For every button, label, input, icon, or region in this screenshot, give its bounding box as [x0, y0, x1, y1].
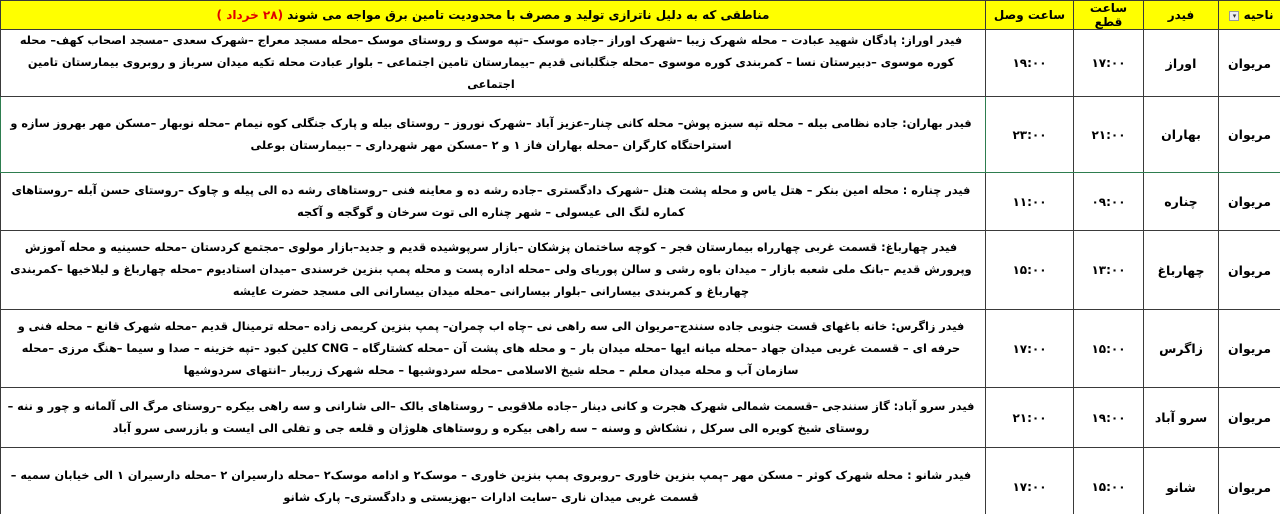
- row-cut-time: ۱۵:۰۰: [1074, 448, 1144, 514]
- row-cut-time: ۰۹:۰۰: [1074, 173, 1144, 231]
- row-description: فیدر سرو آباد: گاز سنندجی –قسمت شمالی شهرک هجرت و کانی دینار –جاده ملاقوبی – روستاهای بالک –الی شارانی و سه راهی بیکره –روستای مرگ الی آلمانه و چور و ننه – روستای شیخ کویره الی سرکل , نشکاش و وسنه – سه راهی بیکره و روستاهای هلوژان و قلعه جی و تفلی الی ایست و بازرسی سرو آباد: [1, 388, 986, 448]
- row-cut-time: ۲۱:۰۰: [1074, 97, 1144, 173]
- row-connect-time: ۱۵:۰۰: [986, 231, 1074, 310]
- row-region: مریوان: [1219, 97, 1280, 173]
- row-description: فیدر چناره : محله امین بنکر – هتل یاس و محله پشت هتل –شهرک دادگستری –جاده رشه ده و معاینه فنی –روستاهای رشه ده الی پیله و چاوک –روستای حسن آبله –روستاهای کماره لنگ الی عیسولی – شهر چناره الی توت سرخان و گوگجه و آکجه: [1, 173, 986, 231]
- row-region: مریوان: [1219, 448, 1280, 514]
- row-region: مریوان: [1219, 173, 1280, 231]
- title-text: مناطقی که به دلیل ناترازی تولید و مصرف با محدودیت تامین برق مواجه می شوند: [287, 8, 770, 22]
- row-feeder: چناره: [1144, 173, 1219, 231]
- row-cut-time: ۱۷:۰۰: [1074, 30, 1144, 97]
- table-row: [1, 310, 1280, 388]
- column-header-connect-time[interactable]: ساعت وصل: [986, 1, 1074, 30]
- filter-dropdown-icon[interactable]: ▾: [1229, 11, 1239, 21]
- row-cut-time: ۱۳:۰۰: [1074, 231, 1144, 310]
- row-connect-time: ۲۱:۰۰: [986, 388, 1074, 448]
- table-title: [1, 1, 986, 30]
- table-row: [1, 388, 1280, 448]
- column-header-region-label: ناحیه: [1243, 8, 1274, 22]
- row-connect-time: ۱۷:۰۰: [986, 310, 1074, 388]
- row-region: مریوان: [1219, 388, 1280, 448]
- row-description: فیدر چهارباغ: قسمت غربی چهارراه بیمارستان فجر – کوچه ساختمان پزشکان –بازار سرپوشیده قدیم و جدید–بازار مولوی –مجتمع کردستان –محله حسینیه و محله آموزش وپرورش قدیم –بانک ملی شعبه بازار – میدان باوه رشی و سالن پوریای ولی –محله اداره پست و محله پمپ بنزین خرسندی –میدان استادیوم –محله چهارباغ و لیلاخیها –کمربندی چهارباغ و کمربندی بیسارانی –بلوار بیسارانی –محله میدان بیسارانی الی مسجد حضرت عایشه: [1, 231, 986, 310]
- row-connect-time: ۱۷:۰۰: [986, 448, 1074, 514]
- row-cut-time: ۱۹:۰۰: [1074, 388, 1144, 448]
- table-row-selected[interactable]: [1, 97, 1280, 173]
- row-region: مریوان: [1219, 30, 1280, 97]
- row-connect-time: ۱۹:۰۰: [986, 30, 1074, 97]
- row-description: فیدر اوراز: پادگان شهید عبادت – محله شهرک زیبا –شهرک اوراز –جاده موسک –تپه موسک و روستای موسک –محله مسجد معراج –شهرک سعدی –مسجد اصحاب کهف– محله کوره موسوی –دبیرستان نسا – کمربندی کوره موسوی –محله جنگلبانی قدیم –بیمارستان تامین اجتماعی – بلوار عبادت محله تکیه میدان سرباز و روبروی بیمارستان تامین اجتماعی: [1, 30, 986, 97]
- title-date: (۲۸ خرداد ): [216, 8, 284, 22]
- row-feeder: زاگرس: [1144, 310, 1219, 388]
- header-row: [1, 1, 1280, 30]
- row-region: مریوان: [1219, 310, 1280, 388]
- row-connect-time: ۱۱:۰۰: [986, 173, 1074, 231]
- row-description[interactable]: فیدر بهاران: جاده نظامی بیله – محله تپه سبزه پوش– محله کانی چنار–عزیز آباد –شهرک نوروز – روستای بیله و پارک جنگلی کوه نیمام –محله نوبهار –مسکن مهر بهروز سازه و استراحتگاه کارگران –محله بهاران فاز ۱ و ۲ –مسکن مهر شهرداری – –بیمارستان بوعلی: [1, 97, 986, 173]
- table-row: [1, 173, 1280, 231]
- table-row: [1, 30, 1280, 97]
- row-description: فیدر زاگرس: خانه باغهای قست جنوبی جاده سنندج–مریوان الی سه راهی نی –چاه اب چمران– پمپ بنزین کریمی زاده –محله ترمینال قدیم –محله شهرک قانع – محله فنی و حرفه ای – قسمت غربی میدان جهاد –محله میانه ایها –محله میدان بار – و محله های پشت آن –محله کشتارگاه – CNG کلین کبود –تپه خزینه – صدا و سیما –هنگ مرزی –محله سازمان آب و محله میدان معلم – محله شیخ الاسلامی –محله سردوشیها – محله شهرک زریبار –انتهای سردوشیها: [1, 310, 986, 388]
- row-region: مریوان: [1219, 231, 1280, 310]
- column-header-feeder[interactable]: فیدر: [1144, 1, 1219, 30]
- column-header-cut-time[interactable]: ساعت قطع: [1074, 1, 1144, 30]
- row-connect-time: ۲۳:۰۰: [986, 97, 1074, 173]
- row-feeder: سرو آباد: [1144, 388, 1219, 448]
- row-feeder: اوراز: [1144, 30, 1219, 97]
- row-cut-time: ۱۵:۰۰: [1074, 310, 1144, 388]
- column-header-region[interactable]: [1219, 1, 1280, 30]
- table-row: [1, 448, 1280, 514]
- row-description: فیدر شانو : محله شهرک کوثر – مسکن مهر –پمپ بنزین خاوری –روبروی پمپ بنزین خاوری – موسک۲ و ادامه موسک۲ –محله دارسیران ۲ –محله دارسیران ۱ الی خیابان سمیه –قسمت غربی میدان ناری –سایت ادارات –بهزیستی و دادگستری– پارک شانو: [1, 448, 986, 514]
- row-feeder: بهاران: [1144, 97, 1219, 173]
- row-feeder: چهارباغ: [1144, 231, 1219, 310]
- row-feeder: شانو: [1144, 448, 1219, 514]
- table-row: [1, 231, 1280, 310]
